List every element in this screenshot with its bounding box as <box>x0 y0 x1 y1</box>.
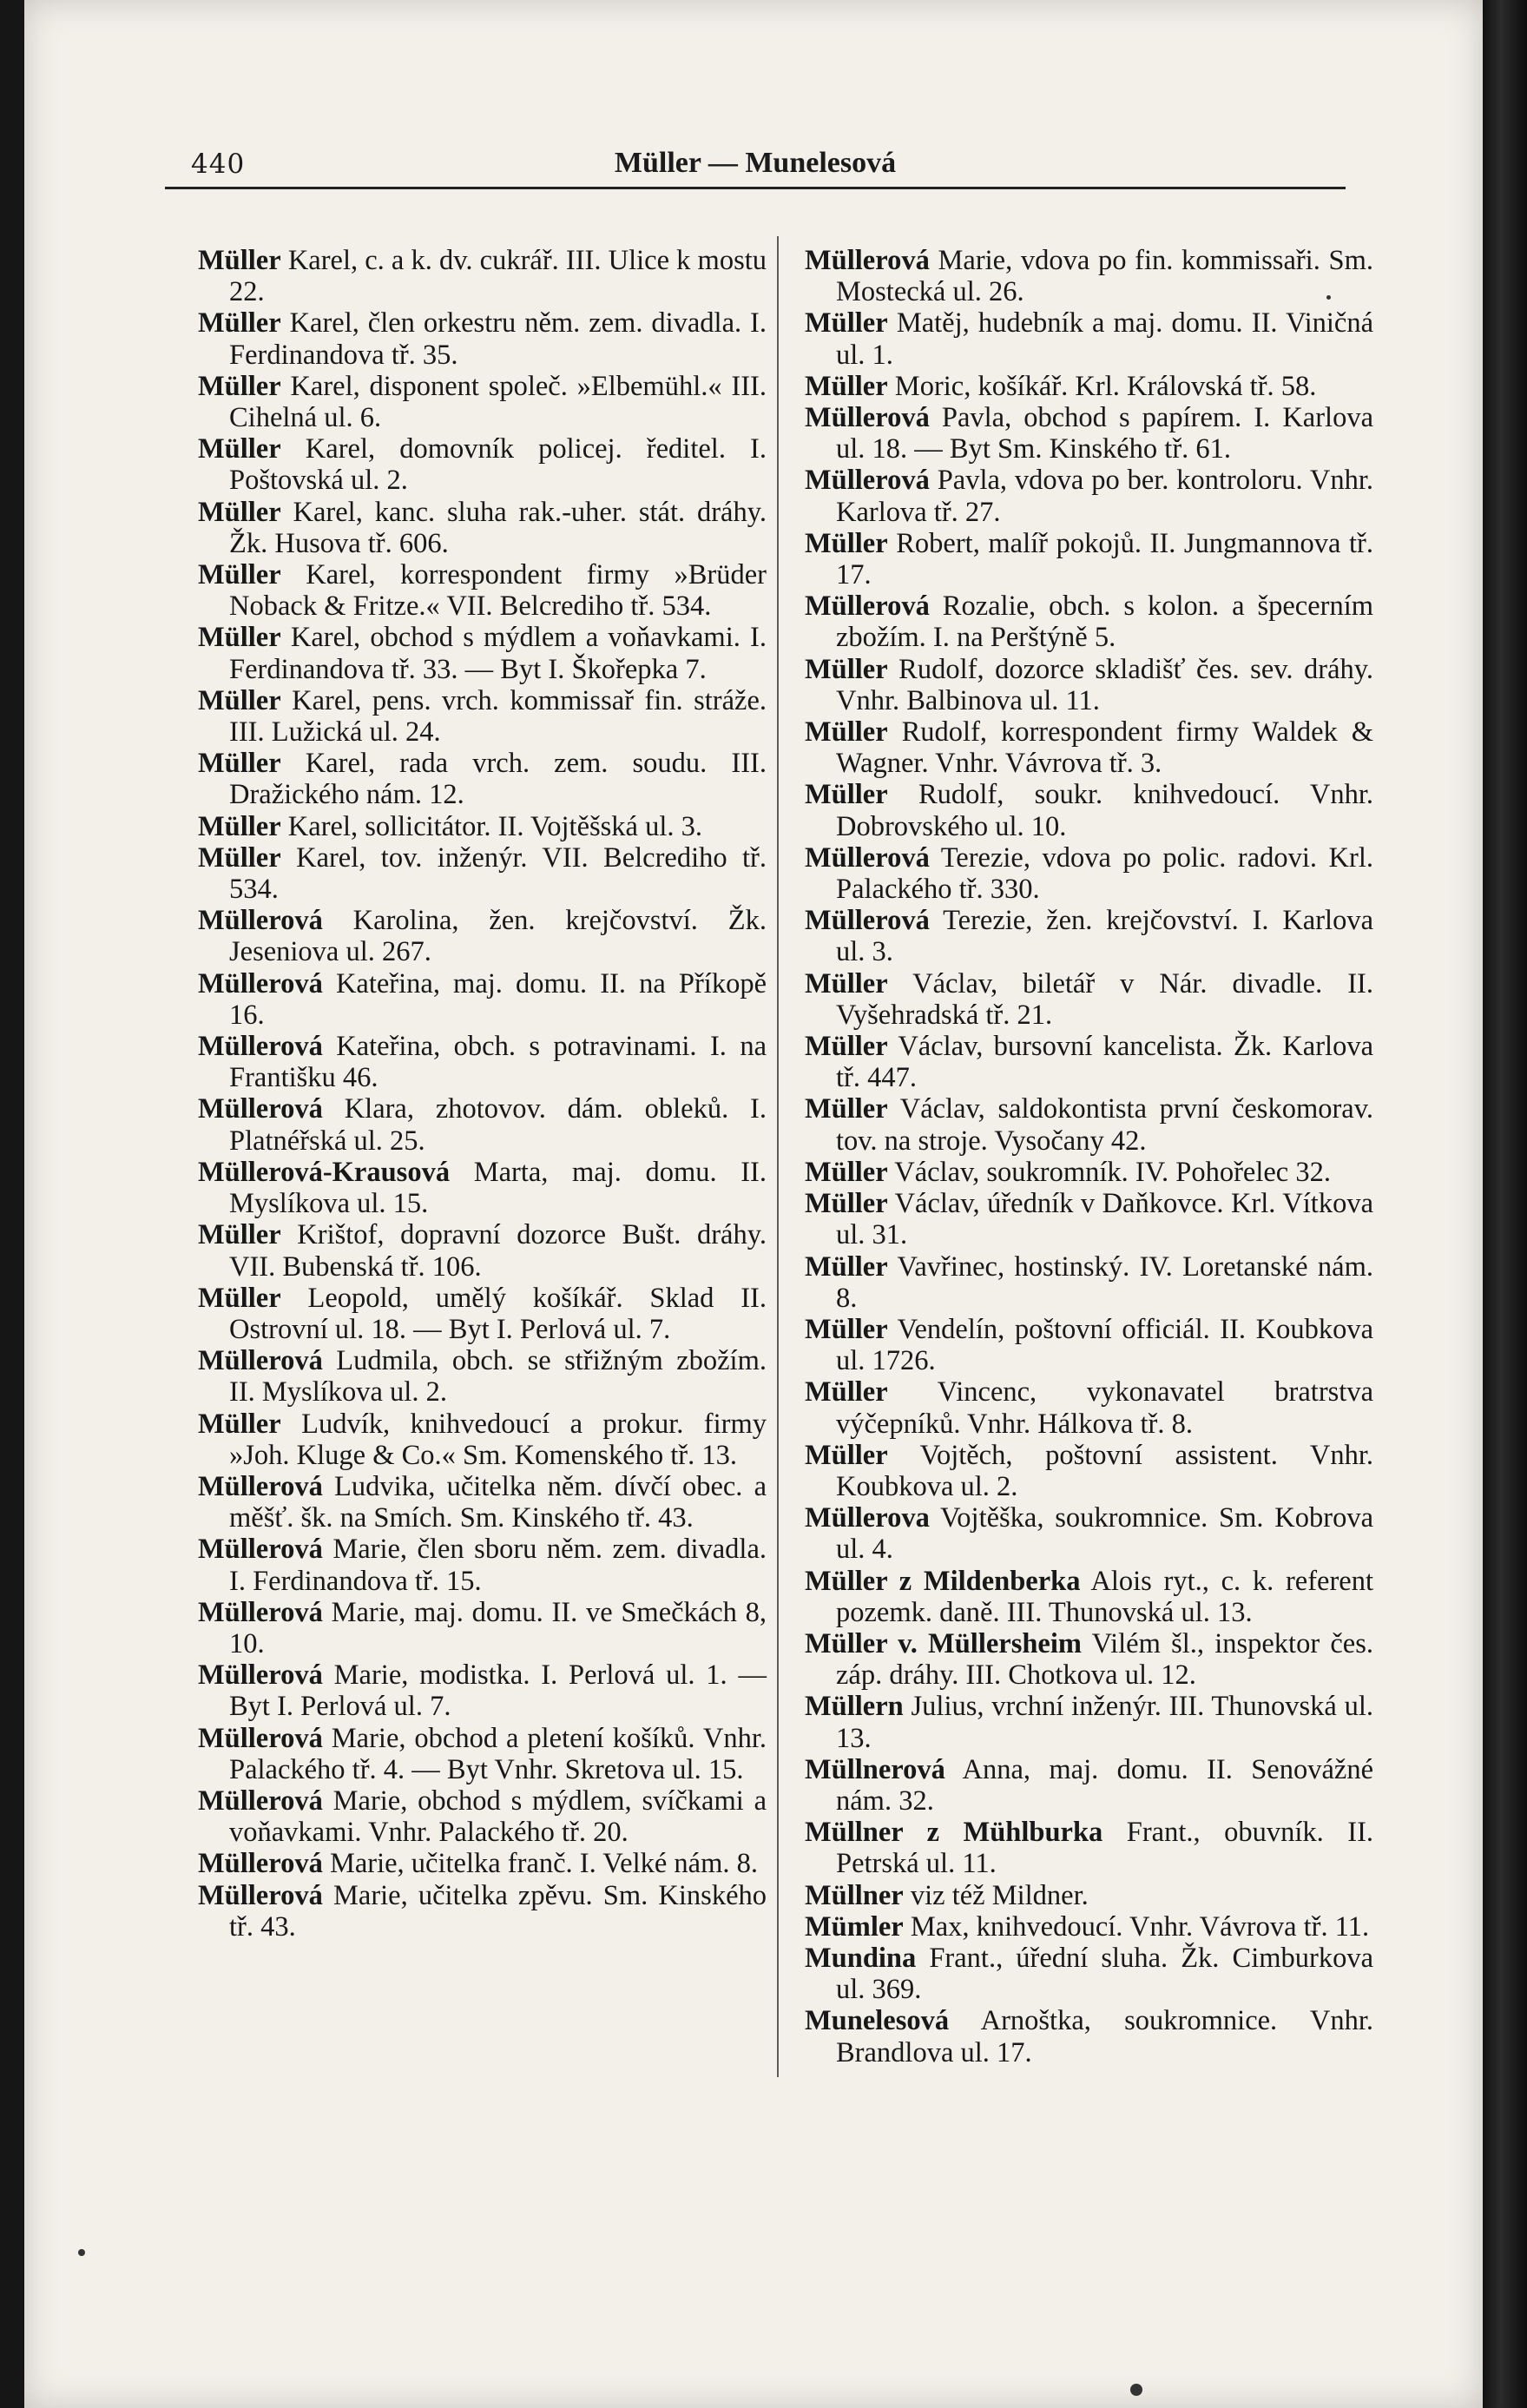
entry-details: Karel, pens. vrch. kommissař fin. stráže. III. Lužická ul. 24. <box>229 684 767 749</box>
entry-details: Marie, učitelka zpěvu. Sm. Kinského tř. 43. <box>229 1879 767 1943</box>
entry-details: Karel, tov. inženýr. VII. Belcrediho tř. 534. <box>229 841 767 906</box>
entry-surname: Munelesová <box>805 2005 950 2037</box>
entry-surname: Müller <box>198 622 281 654</box>
directory-entry <box>198 905 767 967</box>
entry-details: Rudolf, korrespondent firmy Waldek & Wagner. Vnhr. Vávrova tř. 3. <box>836 716 1373 780</box>
directory-entry <box>805 1376 1373 1439</box>
entry-surname: Müllerová <box>198 1470 323 1502</box>
entry-surname: Müller <box>198 684 281 716</box>
entry-surname: Müller <box>805 527 888 559</box>
entry-details: Rozalie, obch. s kolon. a špecerním zbožím. I. na Perštýně 5. <box>836 590 1374 654</box>
entry-surname: Müller <box>198 1282 281 1314</box>
entry-surname: Müller <box>805 370 888 402</box>
entry-details: Terezie, vdova po polic. radovi. Krl. Palackého tř. 330. <box>836 841 1373 906</box>
entry-details: Vilém šl., inspektor čes. záp. dráhy. III. Chotkova ul. 12. <box>836 1627 1373 1692</box>
entry-surname: Müllerová <box>198 1093 323 1125</box>
entry-details: Marie, maj. domu. II. ve Smečkách 8, 10. <box>229 1596 767 1659</box>
entry-surname: Müller <box>805 1031 888 1063</box>
entry-details: Marie, obchod a pletení košíků. Vnhr. Palackého tř. 4. — Byt Vnhr. Skretova ul. 15. <box>229 1722 767 1785</box>
directory-entry <box>805 402 1373 465</box>
entry-surname: Müllerová <box>198 1659 323 1692</box>
entry-surname: Müller <box>198 748 281 780</box>
directory-entry <box>805 528 1373 590</box>
entry-surname: Müller <box>198 496 281 528</box>
entry-surname: Müllerová <box>805 245 930 276</box>
entry-details: Terezie, žen. krejčovství. I. Karlova ul. 3. <box>836 905 1374 968</box>
entry-details: Karel, člen orkestru něm. zem. divadla. I. Ferdinandova tř. 35. <box>229 307 767 371</box>
entry-details: Frant., obuvník. II. Petrská ul. 11. <box>836 1817 1374 1880</box>
directory-entry <box>805 716 1373 779</box>
directory-entry <box>805 1628 1373 1691</box>
directory-entry <box>198 1093 767 1156</box>
entry-details: Karel, disponent společ. »Elbemühl.« III. Cihelná ul. 6. <box>229 370 767 434</box>
entry-surname: Müller <box>805 716 888 749</box>
entry-surname: Müllerová <box>805 841 930 874</box>
directory-entry <box>805 371 1373 402</box>
entry-details: Pavla, vdova po ber. kontroloru. Vnhr. Karlova tř. 27. <box>836 465 1374 528</box>
page-header <box>165 143 1346 189</box>
entry-details: Julius, vrchní inženýr. III. Thunovská ul. 13. <box>836 1691 1373 1754</box>
entry-surname: Mundina <box>805 1942 917 1974</box>
entry-details: Arnoštka, soukromnice. Vnhr. Brandlova ul. 17. <box>836 2005 1373 2068</box>
entry-details: Robert, malíř pokojů. II. Jungmannova tř. 17. <box>836 527 1373 591</box>
entry-surname: Müller <box>805 307 888 340</box>
entry-surname: Müller <box>805 1250 888 1283</box>
directory-entry <box>198 1219 767 1282</box>
entry-surname: Müllerová <box>198 967 323 999</box>
directory-entry <box>805 245 1373 307</box>
directory-entry <box>805 1817 1373 1879</box>
entry-details: Václav, soukromník. IV. Pohořelec 32. <box>894 1156 1331 1188</box>
entry-details: Karel, korrespondent firmy »Brüder Noback & Fritze.« VII. Belcrediho tř. 534. <box>229 559 767 623</box>
entry-details: Marie, obchod s mýdlem, svíčkami a voňavkami. Vnhr. Palackého tř. 20. <box>229 1785 767 1849</box>
directory-entry <box>805 1754 1373 1817</box>
directory-entry <box>198 1659 767 1722</box>
directory-entry <box>805 905 1373 967</box>
entry-details: Karel, rada vrch. zem. soudu. III. Dražického nám. 12. <box>229 748 767 811</box>
entry-details: Max, knihvedoucí. Vnhr. Vávrova tř. 11. <box>910 1910 1370 1943</box>
entry-surname: Müllerová <box>805 590 930 623</box>
directory-entry <box>805 1031 1373 1093</box>
entry-details: Rudolf, soukr. knihvedoucí. Vnhr. Dobrovského ul. 10. <box>836 779 1374 842</box>
entry-surname: Müller <box>805 1439 888 1471</box>
entry-surname: Müllerová <box>805 465 930 497</box>
directory-entry <box>805 1566 1373 1628</box>
entry-details: Krištof, dopravní dozorce Bušt. dráhy. VII. Bubenská tř. 106. <box>229 1219 767 1283</box>
entry-surname: Müller <box>198 370 281 402</box>
entry-surname: Müllerová <box>198 1534 323 1566</box>
entry-surname: Müllerová <box>805 905 930 937</box>
entry-surname: Müller <box>805 1156 888 1188</box>
directory-entry <box>805 1943 1373 2005</box>
entry-surname: Müller <box>198 810 281 842</box>
entry-surname: Müller v. Müllersheim <box>805 1627 1082 1659</box>
directory-entry <box>805 1440 1373 1502</box>
entry-surname: Müller <box>805 1188 888 1220</box>
entry-surname: Müllerová <box>198 1345 323 1377</box>
directory-entry <box>198 1597 767 1659</box>
paper-speck <box>1326 295 1331 300</box>
entry-surname: Müllerová <box>198 1722 323 1754</box>
directory-entry <box>198 811 767 842</box>
entry-details: Kateřina, maj. domu. II. na Příkopě 16. <box>229 967 767 1031</box>
entry-details: Karel, sollicitátor. II. Vojtěšská ul. 3. <box>287 810 702 842</box>
directory-entry <box>805 1502 1373 1565</box>
directory-entry <box>198 1723 767 1785</box>
entry-details: Anna, maj. domu. II. Senovážné nám. 32. <box>836 1753 1373 1817</box>
directory-entry <box>805 1691 1373 1753</box>
directory-entry <box>198 748 767 810</box>
entry-details: Marie, člen sboru něm. zem. divadla. I. Ferdinandova tř. 15. <box>229 1534 767 1597</box>
entry-details: Marie, vdova po fin. kommissaři. Sm. Mostecká ul. 26. <box>836 245 1373 308</box>
directory-entry <box>805 1157 1373 1188</box>
directory-entry <box>805 465 1373 527</box>
directory-entry <box>805 1911 1373 1943</box>
directory-entry <box>805 654 1373 716</box>
entry-surname: Müllerová <box>198 1596 323 1628</box>
entry-surname: Müllnerová <box>805 1753 945 1785</box>
entry-details: Ludmila, obch. se střižným zbožím. II. Myslíkova ul. 2. <box>229 1345 767 1409</box>
entry-details: Vojtěška, soukromnice. Sm. Kobrova ul. 4. <box>836 1502 1373 1566</box>
directory-entry <box>805 842 1373 905</box>
entry-surname: Mümler <box>805 1910 904 1943</box>
entry-details: Vincenc, vykonavatel bratrstva výčepníků. Vnhr. Hálkova tř. 8. <box>836 1376 1373 1440</box>
entry-surname: Müller <box>198 1219 281 1251</box>
directory-entry <box>198 1471 767 1534</box>
entry-details: Pavla, obchod s papírem. I. Karlova ul. 18. — Byt Sm. Kinského tř. 61. <box>836 402 1373 465</box>
entry-surname: Müller z Mildenberka <box>805 1565 1081 1597</box>
directory-entry <box>198 622 767 684</box>
paper-speck <box>1130 2384 1142 2396</box>
entry-details: Kateřina, obch. s potravinami. I. na Františku 46. <box>229 1031 767 1094</box>
entry-details: Klara, zhotovov. dám. obleků. I. Platnéřská ul. 25. <box>229 1093 767 1157</box>
directory-entry <box>198 433 767 496</box>
entry-details: Karel, c. a k. dv. cukrář. III. Ulice k mostu 22. <box>229 245 767 308</box>
entry-surname: Müller <box>805 967 888 999</box>
left-column <box>198 245 767 1943</box>
entry-surname: Müllerová <box>198 1848 323 1880</box>
entry-surname: Müller <box>198 245 281 276</box>
directory-entry <box>805 1251 1373 1314</box>
entry-details: Marie, modistka. I. Perlová ul. 1. — Byt I. Perlová ul. 7. <box>229 1659 767 1723</box>
entry-surname: Müller <box>198 433 281 465</box>
entry-details: Marie, učitelka franč. I. Velké nám. 8. <box>329 1848 758 1880</box>
directory-entry <box>198 1534 767 1596</box>
directory-entry <box>198 1031 767 1093</box>
directory-entry <box>198 245 767 307</box>
entry-surname: Müller <box>805 1313 888 1345</box>
entry-details: Karolina, žen. krejčovství. Žk. Jeseniova ul. 267. <box>229 905 767 968</box>
directory-entry <box>198 842 767 905</box>
page-number: 440 <box>191 148 246 180</box>
entry-details: Vojtěch, poštovní assistent. Vnhr. Koubkova ul. 2. <box>836 1439 1373 1502</box>
entry-details: Alois ryt., c. k. referent pozemk. daně. III. Thunovská ul. 13. <box>836 1565 1373 1628</box>
entry-surname: Müllerova <box>805 1502 930 1534</box>
right-column <box>805 245 1373 2068</box>
entry-surname: Müller <box>805 1093 888 1125</box>
directory-entry <box>198 371 767 433</box>
entry-details: Václav, biletář v Nár. divadle. II. Vyšehradská tř. 21. <box>836 967 1373 1031</box>
entry-details: viz též Mildner. <box>910 1879 1089 1911</box>
entry-details: Václav, úředník v Daňkovce. Krl. Vítkova ul. 31. <box>836 1188 1373 1251</box>
entry-details: Karel, kanc. sluha rak.-uher. stát. dráhy. Žk. Husova tř. 606. <box>229 496 767 559</box>
directory-entry <box>198 1283 767 1345</box>
entry-surname: Müllerová-Krausová <box>198 1156 451 1188</box>
entry-surname: Müller <box>198 307 281 340</box>
entry-details: Leopold, umělý košíkář. Sklad II. Ostrovní ul. 18. — Byt I. Perlová ul. 7. <box>229 1282 767 1345</box>
entry-surname: Müllerová <box>198 1785 323 1817</box>
entry-details: Marta, maj. domu. II. Myslíkova ul. 15. <box>229 1156 767 1220</box>
entry-details: Moric, košíkář. Krl. Královská tř. 58. <box>894 370 1317 402</box>
entry-details: Václav, bursovní kancelista. Žk. Karlova tř. 447. <box>836 1031 1373 1094</box>
entry-surname: Müllerová <box>198 905 323 937</box>
entry-details: Matěj, hudebník a maj. domu. II. Viničná ul. 1. <box>836 307 1374 371</box>
directory-entry <box>805 590 1373 653</box>
column-divider <box>777 236 779 2077</box>
entry-surname: Müller <box>805 779 888 811</box>
paper-speck <box>78 2249 85 2256</box>
entry-surname: Müllerová <box>805 402 930 434</box>
entry-surname: Müller <box>198 1408 281 1440</box>
entry-surname: Müller <box>198 841 281 874</box>
directory-entry <box>198 559 767 622</box>
entry-surname: Müllerová <box>198 1879 323 1911</box>
directory-entry <box>805 2005 1373 2068</box>
book-edge-shadow <box>1483 0 1527 2408</box>
directory-entry <box>198 307 767 370</box>
entry-details: Karel, domovník policej. ředitel. I. Poštovská ul. 2. <box>229 433 767 497</box>
entry-surname: Müller <box>805 1376 888 1409</box>
directory-entry <box>805 779 1373 841</box>
entry-surname: Müllner z Mühlburka <box>805 1817 1103 1849</box>
directory-entry <box>198 1409 767 1471</box>
entry-details: Karel, obchod s mýdlem a voňavkami. I. Ferdinandova tř. 33. — Byt I. Škořepka 7. <box>229 622 767 685</box>
entry-surname: Müller <box>805 653 888 685</box>
directory-entry <box>198 1848 767 1879</box>
directory-entry <box>198 1880 767 1943</box>
directory-entry <box>805 1188 1373 1250</box>
entry-surname: Müller <box>198 559 281 591</box>
directory-entry <box>198 1345 767 1408</box>
entry-details: Rudolf, dozorce skladišť čes. sev. dráhy. Vnhr. Balbinova ul. 11. <box>836 653 1374 716</box>
running-title: Müller — Munelesová <box>614 147 897 179</box>
entry-details: Vendelín, poštovní officiál. II. Koubkova ul. 1726. <box>836 1313 1373 1377</box>
entry-details: Ludvika, učitelka něm. dívčí obec. a měšť. šk. na Smích. Sm. Kinského tř. 43. <box>229 1470 767 1534</box>
directory-entry <box>198 497 767 559</box>
entry-details: Ludvík, knihvedoucí a prokur. firmy »Joh. Kluge & Co.« Sm. Komenského tř. 13. <box>229 1408 767 1471</box>
entry-surname: Müllerová <box>198 1031 323 1063</box>
directory-entry <box>198 1157 767 1219</box>
entry-surname: Müllner <box>805 1879 904 1911</box>
directory-entry <box>805 1880 1373 1911</box>
directory-entry <box>198 1785 767 1848</box>
directory-entry <box>198 685 767 748</box>
entry-details: Frant., úřední sluha. Žk. Cimburkova ul. 369. <box>836 1942 1374 2006</box>
entry-surname: Müllern <box>805 1691 904 1723</box>
entry-details: Vavřinec, hostinský. IV. Loretanské nám. 8. <box>836 1250 1373 1314</box>
directory-entry <box>805 1093 1373 1156</box>
directory-entry <box>805 1314 1373 1376</box>
directory-entry <box>805 968 1373 1031</box>
entry-details: Václav, saldokontista první českomorav. tov. na stroje. Vysočany 42. <box>836 1093 1373 1157</box>
directory-entry <box>198 968 767 1031</box>
directory-entry <box>805 307 1373 370</box>
